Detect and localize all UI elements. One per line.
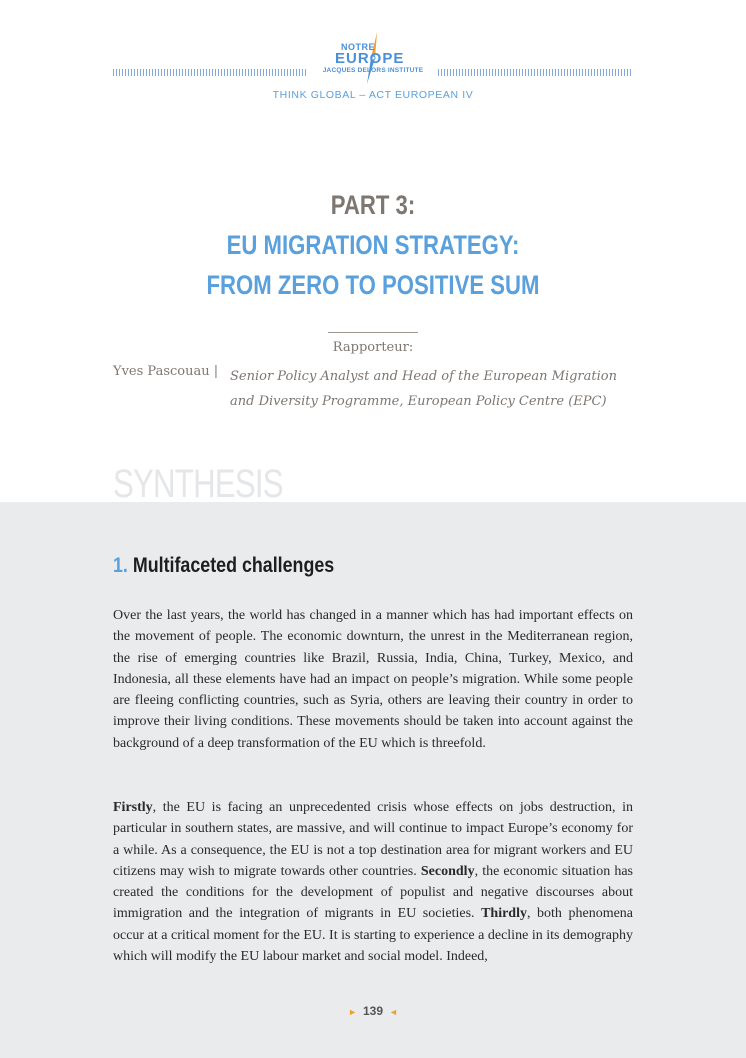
arrow-right-icon: ► xyxy=(348,1007,357,1017)
page-number-value: 139 xyxy=(362,1004,384,1018)
chapter-title-line1: EU MIGRATION STRATEGY: xyxy=(226,230,520,260)
synthesis-panel xyxy=(0,502,746,1058)
rapporteur-divider xyxy=(328,332,418,333)
paragraph-2-part-a: , the EU is facing an unprecedented crisis whose effects on jobs destruction, in particular in southern states, are massive, and will continue to impact Europe’s economy for a while. As a consequence, the EU is not a top destination area for migrant workers and EU citizens may wish to migrate towards other countries. xyxy=(113,800,633,879)
header-dotted-rule-left xyxy=(113,69,308,76)
notre-europe-logo xyxy=(313,28,433,82)
author-role: Senior Policy Analyst and Head of the European Migration and Diversity Programme, European Policy Centre (EPC) xyxy=(230,369,617,409)
section-heading xyxy=(113,554,334,578)
section-title: Multifaceted challenges xyxy=(132,554,335,577)
author-name: Yves Pascouau | xyxy=(113,364,219,379)
section-number: 1. xyxy=(113,554,128,577)
paragraph-2-part-b: , the economic situation has created the conditions for the development of populist and negative discourses about immigration and the integration of migrants in EU societies. xyxy=(113,863,633,922)
part-label: PART 3: xyxy=(330,190,416,220)
header-tagline: THINK GLOBAL – ACT EUROPEAN IV xyxy=(272,89,474,101)
logo-institute: JACQUES DELORS INSTITUTE xyxy=(322,67,424,74)
thirdly-bold: Thirdly xyxy=(481,906,527,922)
page-header xyxy=(0,0,746,110)
firstly-bold: Firstly xyxy=(113,800,153,815)
arrow-left-icon: ◄ xyxy=(389,1007,398,1017)
header-dotted-rule-right xyxy=(438,69,633,76)
logo-europe: EUROPE xyxy=(335,50,405,67)
secondly-bold: Secondly xyxy=(420,863,475,879)
paragraph-2-part-c: , both phenomena occur at a critical moment for the EU. It is starting to experience a decline in its demography which will modify the EU labour market and social model. Indeed, xyxy=(113,906,634,965)
paragraph-1: Over the last years, the world has changed in a manner which has had important effects on the movement of people. The economic downturn, the unrest in the Mediterranean region, the rise of emerging countries like Brazil, Russia, India, China, Turkey, Mexico, and Indonesia, all these elements have had an impact on people’s migration. While some people are fleeing conflicting countries, such as Syria, others are leaving their country in order to improve their living conditions. These movements should be taken into account against the background of a deep transformation of the EU which is threefold. xyxy=(113,608,633,751)
logo-notre: NOTRE xyxy=(341,42,375,52)
paragraph-2 xyxy=(113,797,633,967)
synthesis-heading: SYNTHESIS xyxy=(113,462,283,506)
rapporteur-label: Rapporteur: xyxy=(332,340,414,355)
chapter-title-line2: FROM ZERO TO POSITIVE SUM xyxy=(206,270,540,300)
page-number xyxy=(0,1004,746,1018)
